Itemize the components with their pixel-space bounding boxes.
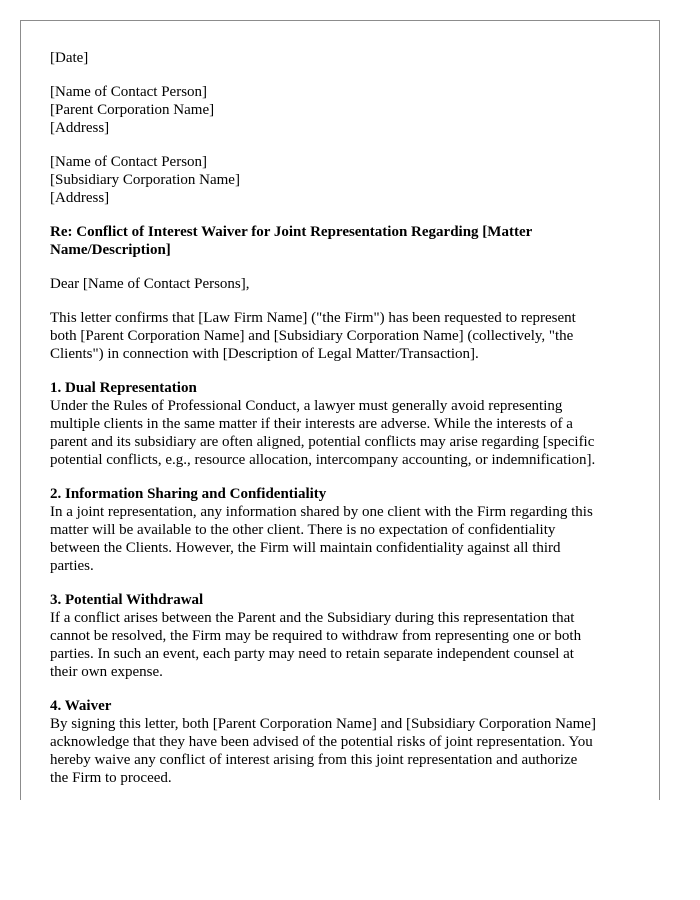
recipient-parent-name: [Name of Contact Person] — [50, 84, 208, 100]
section-potential-withdrawal — [50, 591, 640, 681]
intro-line: This letter confirms that [Law Firm Name] ("the Firm") has been requested to represent — [50, 310, 576, 326]
section-line: parties. In such an event, each party may need to retain separate independent counsel at — [50, 646, 574, 662]
section-heading: 1. Dual Representation — [50, 380, 197, 396]
recipient-subsidiary-company: [Subsidiary Corporation Name] — [50, 172, 240, 188]
intro-line: both [Parent Corporation Name] and [Subsidiary Corporation Name] (collectively, "the — [50, 328, 574, 344]
section-waiver — [50, 697, 640, 787]
letter-date: [Date] — [50, 50, 89, 66]
section-heading: 2. Information Sharing and Confidentiality — [50, 486, 327, 502]
date-block — [50, 49, 640, 67]
section-line: In a joint representation, any information shared by one client with the Firm regarding this — [50, 504, 593, 520]
section-line: parties. — [50, 558, 94, 574]
subject-line — [50, 223, 640, 259]
intro-line: Clients") in connection with [Description of Legal Matter/Transaction]. — [50, 346, 479, 362]
section-heading: 4. Waiver — [50, 698, 112, 714]
letter-page — [20, 20, 660, 800]
section-line: Under the Rules of Professional Conduct, a lawyer must generally avoid representing — [50, 398, 563, 414]
section-line: hereby waive any conflict of interest arising from this joint representation and authorize — [50, 752, 578, 768]
subject-line-2: Name/Description] — [50, 242, 171, 258]
section-line: between the Clients. However, the Firm will maintain confidentiality against all third — [50, 540, 561, 556]
section-line: their own expense. — [50, 664, 163, 680]
intro-paragraph — [50, 309, 640, 363]
section-line: potential conflicts, e.g., resource allocation, intercompany accounting, or indemnification]. — [50, 452, 596, 468]
recipient-parent-address: [Address] — [50, 120, 110, 136]
salutation-text: Dear [Name of Contact Persons], — [50, 276, 250, 292]
letter-body — [50, 49, 640, 787]
recipient-subsidiary-name: [Name of Contact Person] — [50, 154, 208, 170]
section-heading: 3. Potential Withdrawal — [50, 592, 204, 608]
salutation — [50, 275, 640, 293]
section-information-sharing — [50, 485, 640, 575]
recipient-subsidiary-address: [Address] — [50, 190, 110, 206]
section-line: If a conflict arises between the Parent and the Subsidiary during this representation that — [50, 610, 575, 626]
recipient-subsidiary-block — [50, 153, 640, 207]
section-dual-representation — [50, 379, 640, 469]
subject-line-1: Re: Conflict of Interest Waiver for Joint Representation Regarding [Matter — [50, 224, 533, 240]
section-line: multiple clients in the same matter if their interests are adverse. While the interests of a — [50, 416, 573, 432]
section-line: acknowledge that they have been advised of the potential risks of joint representation. You — [50, 734, 593, 750]
section-line: cannot be resolved, the Firm may be required to withdraw from representing one or both — [50, 628, 582, 644]
section-line: matter will be available to the other client. There is no expectation of confidentiality — [50, 522, 556, 538]
section-line: parent and its subsidiary are often aligned, potential conflicts may arise regarding [specific — [50, 434, 595, 450]
recipient-parent-block — [50, 83, 640, 137]
recipient-parent-company: [Parent Corporation Name] — [50, 102, 215, 118]
section-line: By signing this letter, both [Parent Corporation Name] and [Subsidiary Corporation Name] — [50, 716, 596, 732]
section-line: the Firm to proceed. — [50, 770, 172, 786]
